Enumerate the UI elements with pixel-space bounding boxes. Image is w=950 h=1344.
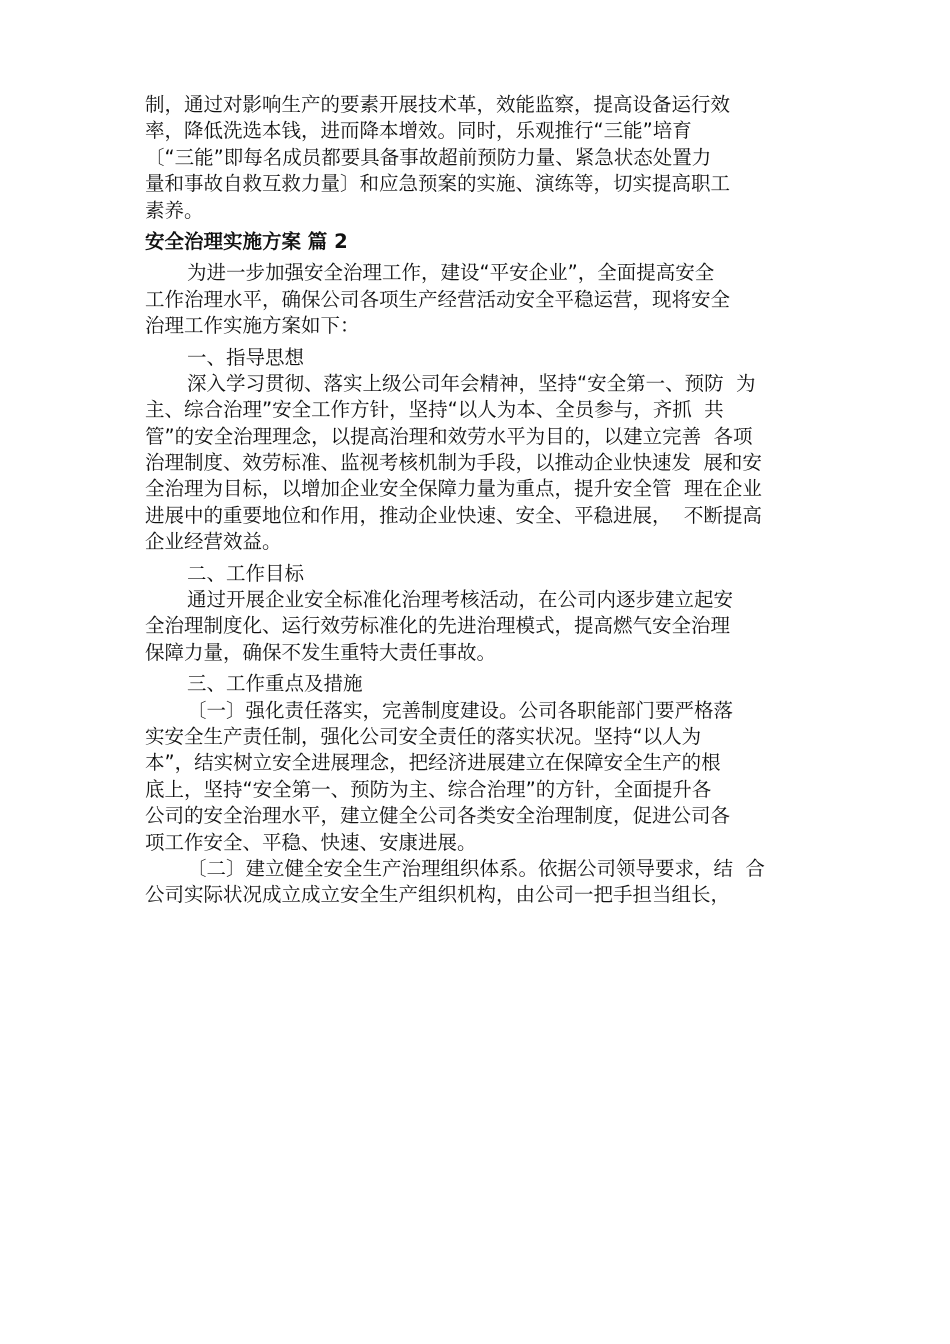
text-line: 管”的安全治理理念，以提高治理和效劳水平为目的，以建立完善 各项 (145, 424, 753, 448)
section-3-title: 三、工作重点及措施 (187, 672, 363, 696)
text-line: 素养。 (145, 198, 204, 222)
section-2-title: 二、工作目标 (187, 561, 305, 585)
text-line: 深入学习贯彻、落实上级公司年会精神，坚持“安全第一、预防 为 (187, 371, 756, 395)
text-line: 企业经营效益。 (145, 530, 282, 554)
section-3-item-1 (145, 698, 817, 856)
text-line: 实安全生产责任制，强化公司安全责任的落实状况。坚持“以人为 (145, 724, 702, 748)
text-line: 本”，结实树立安全进展理念，把经济进展建立在保障安全生产的根 (145, 751, 721, 775)
text-line: 率，降低洗选本钱，进而降本增效。同时，乐观推行“三能”培育 (145, 119, 692, 143)
text-line: 为进一步加强安全治理工作，建设“平安企业”，全面提高安全 (187, 261, 715, 285)
text-line: 全治理为目标，以增加企业安全保障力量为重点，提升安全管 理在企业 (145, 477, 762, 501)
text-line: 全治理制度化、运行效劳标准化的先进治理模式，提高燃气安全治理 (145, 614, 731, 638)
text-line: 公司的安全治理水平，建立健全公司各类安全治理制度，促进公司各 (145, 804, 731, 828)
text-line: 治理制度、效劳标准、监视考核机制为手段，以推动企业快速发 展和安 (145, 451, 762, 475)
text-line: 底上，坚持“安全第一、预防为主、综合治理”的方针，全面提升各 (145, 777, 712, 801)
document-page (145, 92, 817, 909)
section-1-title: 一、指导思想 (187, 345, 305, 369)
text-line: 进展中的重要地位和作用，推动企业快速、安全、平稳进展， 不断提高 (145, 503, 762, 527)
text-line: 治理工作实施方案如下： (145, 314, 360, 338)
text-line: 公司实际状况成立成立安全生产组织机构，由公司一把手担当组长， (145, 883, 731, 907)
text-line: 保障力量，确保不发生重特大责任事故。 (145, 640, 497, 664)
section-heading: 安全治理实施方案 篇 2 (145, 229, 348, 253)
text-line: 〔“三能”即每名成员都要具备事故超前预防力量、紧急状态处置力 (145, 145, 712, 169)
text-line: 项工作安全、平稳、快速、安康进展。 (145, 830, 477, 854)
text-line: 通过开展企业安全标准化治理考核活动，在公司内逐步建立起安 (187, 588, 734, 612)
text-line: 〔一〕强化责任落实，完善制度建设。公司各职能部门要严格落 (187, 698, 734, 722)
section-2-body (145, 587, 817, 666)
text-line: 主、综合治理”安全工作方针，坚持“以人为本、全员参与，齐抓 共 (145, 398, 724, 422)
opening-paragraph (145, 260, 817, 339)
text-line: 〔二〕建立健全安全生产治理组织体系。依据公司领导要求，结 合 (187, 856, 765, 880)
text-line: 工作治理水平，确保公司各项生产经营活动安全平稳运营，现将安全 (145, 287, 731, 311)
section-3-item-2 (145, 856, 817, 909)
intro-paragraph (145, 92, 817, 224)
text-line: 制，通过对影响生产的要素开展技术革，效能监察，提高设备运行效 (145, 93, 731, 116)
text-line: 量和事故自救互救力量〕和应急预案的实施、演练等，切实提高职工 (145, 172, 731, 196)
section-1-body (145, 371, 817, 556)
